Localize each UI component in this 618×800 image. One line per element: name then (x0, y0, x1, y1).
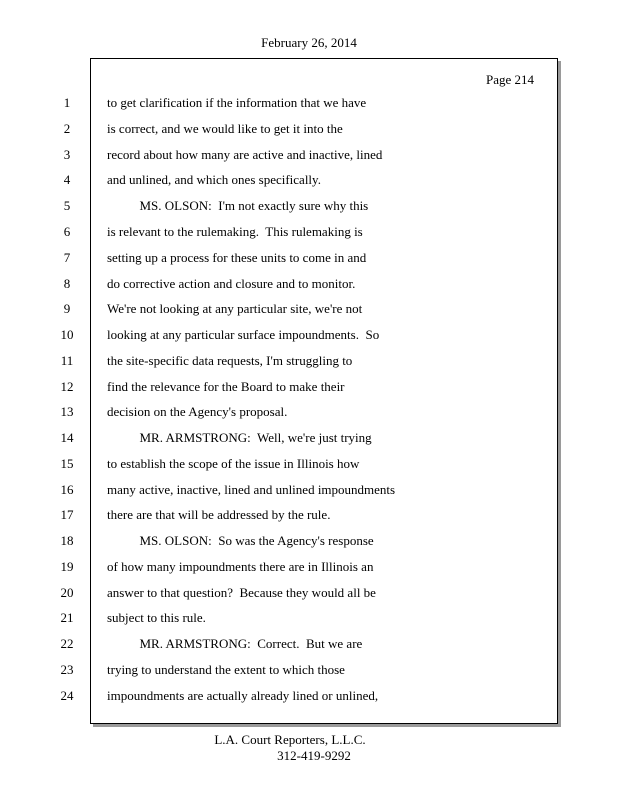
footer-company: L.A. Court Reporters, L.L.C. (214, 732, 366, 747)
line-number: 23 (60, 662, 74, 677)
transcript-line: there are that will be addressed by the rule. (107, 507, 331, 522)
transcript-line: record about how many are active and inactive, lined (107, 147, 383, 162)
line-number: 24 (60, 688, 74, 703)
transcript-line: the site-specific data requests, I'm struggling to (107, 353, 353, 368)
transcript-line: trying to understand the extent to which those (107, 662, 345, 677)
line-number: 11 (60, 353, 74, 368)
line-number: 8 (63, 276, 71, 291)
transcript-line: impoundments are actually already lined or unlined, (107, 688, 379, 703)
line-number: 12 (60, 379, 74, 394)
line-number: 16 (60, 482, 74, 497)
transcript-line: MR. ARMSTRONG: Well, we're just trying (107, 430, 372, 445)
transcript-line: answer to that question? Because they would all be (107, 585, 376, 600)
transcript-line: subject to this rule. (107, 610, 206, 625)
line-number: 18 (60, 533, 74, 548)
transcript-line: many active, inactive, lined and unlined impoundments (107, 482, 396, 497)
line-number: 15 (60, 456, 74, 471)
line-number: 20 (60, 585, 74, 600)
line-number: 6 (63, 224, 71, 239)
footer-phone: 312-419-9292 (277, 748, 351, 763)
line-number: 17 (60, 507, 74, 522)
line-number: 7 (63, 250, 71, 265)
transcript-line: MS. OLSON: So was the Agency's response (107, 533, 374, 548)
line-number: 21 (60, 610, 74, 625)
line-number: 14 (60, 430, 74, 445)
line-number: 19 (60, 559, 74, 574)
line-number: 3 (63, 147, 71, 162)
transcript-line: of how many impoundments there are in Illinois an (107, 559, 374, 574)
transcript-line: to get clarification if the information that we have (107, 95, 367, 110)
transcript-line: We're not looking at any particular site, we're not (107, 301, 363, 316)
transcript-line: setting up a process for these units to come in and (107, 250, 367, 265)
line-number: 22 (60, 636, 74, 651)
line-number: 4 (63, 172, 71, 187)
line-number: 2 (63, 121, 71, 136)
transcript-line: is correct, and we would like to get it into the (107, 121, 343, 136)
line-number: 13 (60, 404, 74, 419)
transcript-line: MS. OLSON: I'm not exactly sure why this (107, 198, 369, 213)
line-number: 1 (63, 95, 71, 110)
transcript-line: to establish the scope of the issue in Illinois how (107, 456, 360, 471)
transcript-line: looking at any particular surface impoundments. So (107, 327, 380, 342)
transcript-line: decision on the Agency's proposal. (107, 404, 288, 419)
transcript-line: is relevant to the rulemaking. This rulemaking is (107, 224, 363, 239)
line-number: 9 (63, 301, 71, 316)
transcript-line: and unlined, and which ones specifically. (107, 172, 321, 187)
page-number: Page 214 (486, 72, 535, 87)
transcript-line: find the relevance for the Board to make their (107, 379, 345, 394)
transcript-line: MR. ARMSTRONG: Correct. But we are (107, 636, 363, 651)
transcript-line: do corrective action and closure and to monitor. (107, 276, 356, 291)
line-number: 10 (60, 327, 74, 342)
document-date: February 26, 2014 (261, 35, 357, 50)
line-number: 5 (63, 198, 71, 213)
